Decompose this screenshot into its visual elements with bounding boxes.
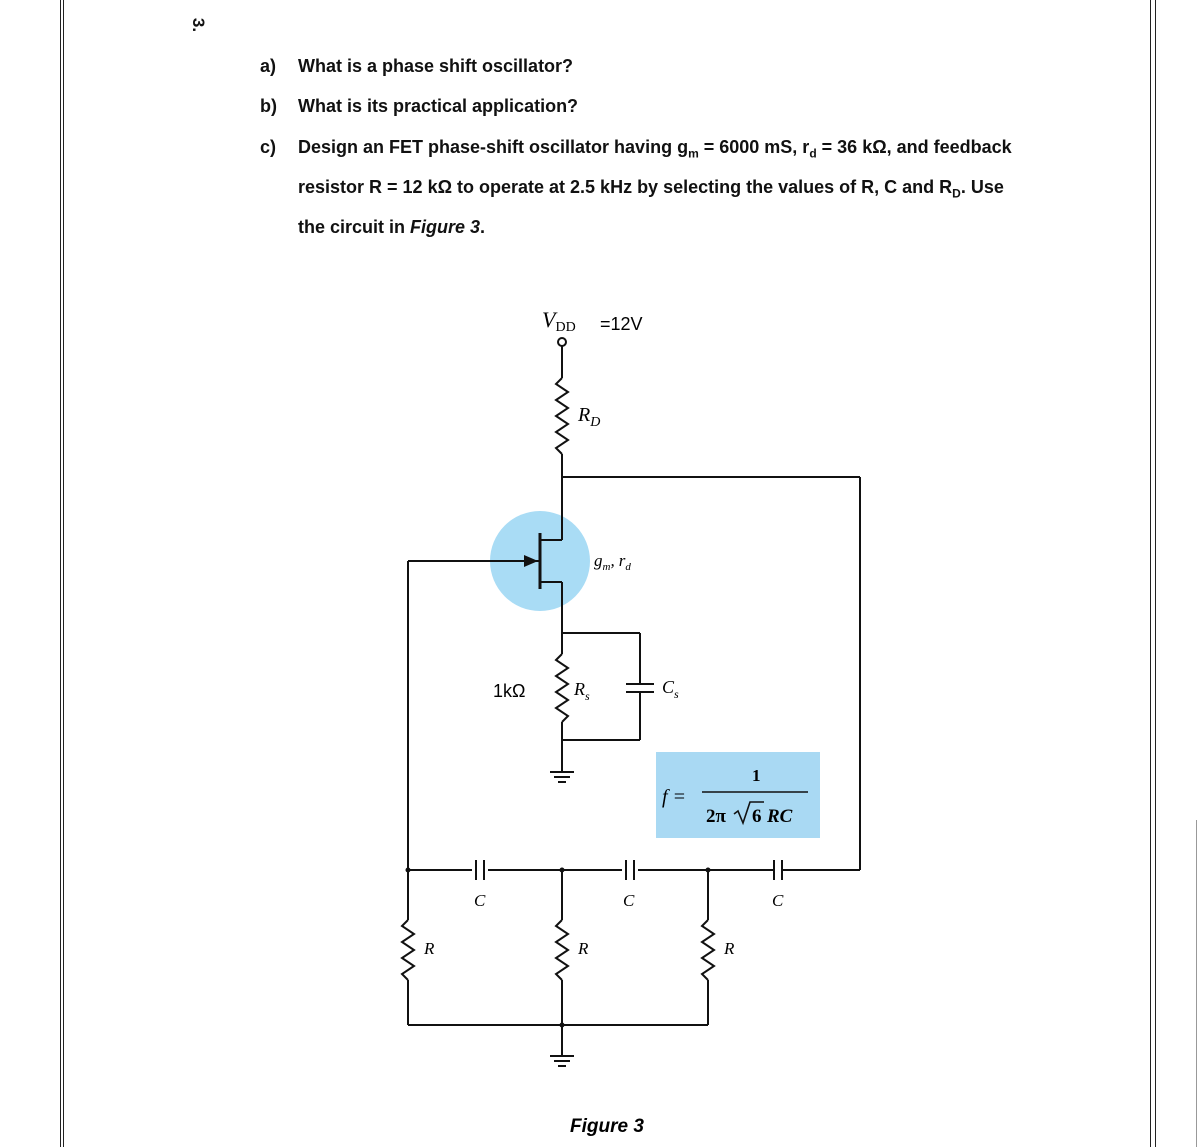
ladder-cap-1-label: C — [474, 891, 486, 910]
figure-reference: Figure 3 — [410, 217, 481, 237]
formula-numerator: 1 — [752, 766, 761, 785]
formula-sqrt-arg: 6 — [752, 806, 762, 827]
figure-caption: Figure 3 — [570, 1116, 644, 1137]
vdd-value: =12V — [600, 314, 643, 334]
part-c-label: c) — [260, 137, 277, 157]
gm-rd-label: $g_m$, $r_d$ — [594, 551, 631, 573]
part-b-label: b) — [260, 96, 277, 116]
rs-label: $R_s$ — [574, 679, 590, 703]
ladder-resistor-3 — [702, 920, 714, 980]
vdd-terminal — [558, 338, 566, 346]
vdd-label: VDD — [542, 307, 576, 335]
cs-label: $C_s$ — [662, 677, 679, 701]
ladder-cap-3-label: C — [772, 891, 784, 910]
rd-resistor — [556, 378, 568, 454]
question-number: 3. — [189, 17, 209, 33]
line-3-period: . — [480, 217, 486, 237]
formula-rc: RC — [767, 806, 793, 827]
rd-subscript: d — [809, 146, 817, 161]
part-c-line-3-text: the circuit in — [298, 217, 411, 237]
ladder-resistor-2-label: R — [578, 939, 589, 958]
rD-subscript: D — [952, 186, 961, 201]
part-b-text: What is its practical application? — [298, 96, 579, 116]
ladder-cap-2-label: C — [623, 891, 635, 910]
part-a-text: What is a phase shift oscillator? — [298, 56, 574, 76]
part-c-line-1-text: Design an FET phase-shift oscillator having g — [298, 137, 689, 157]
formula-two-pi: 2π — [706, 806, 726, 827]
part-a-label: a) — [260, 56, 277, 76]
junction-node-4 — [560, 1023, 565, 1028]
junction-node-1 — [406, 868, 411, 873]
ladder-resistor-3-label: R — [724, 939, 735, 958]
formula-lhs: f = — [662, 786, 687, 808]
part-c-line-2-text: resistor R = 12 kΩ to operate at 2.5 kHz by selecting the values of R, C and R — [298, 177, 953, 197]
ladder-resistor-2 — [556, 920, 568, 980]
rd-label: $R_D$ — [578, 404, 601, 430]
junction-node-3 — [706, 868, 711, 873]
ladder-resistor-1-label: R — [424, 939, 435, 958]
ladder-resistor-1 — [402, 920, 414, 980]
rs-value-label: 1kΩ — [493, 681, 526, 701]
rs-resistor — [556, 654, 568, 722]
rd-value-text: = 36 kΩ, and feedback — [816, 137, 1012, 157]
gm-subscript: m — [688, 146, 699, 161]
use-text: . Use — [960, 177, 1004, 197]
gm-value-text: = 6000 mS, r — [698, 137, 810, 157]
junction-node-2 — [560, 868, 565, 873]
